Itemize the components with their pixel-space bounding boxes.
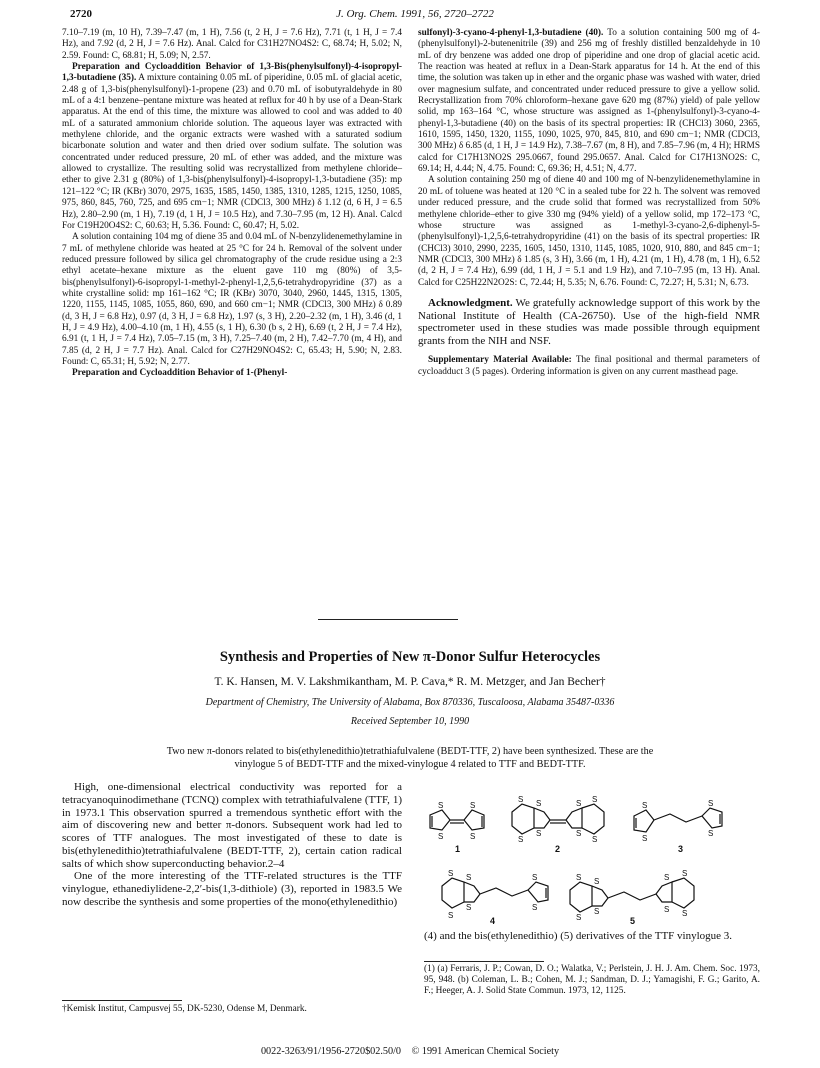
- experimental-paragraph: [418, 28, 760, 175]
- right-column: [418, 28, 760, 378]
- acknowledgment-text: We gratefully acknowledge support of this work by the National Institute of Health (CA-26750). Use of the high-field NMR spectrometer used in these studies was made possible through equipment grants from the NIH and NSF.: [418, 296, 760, 347]
- sulfur-atom-label: S: [576, 829, 582, 838]
- sulfur-atom-label: S: [594, 907, 600, 916]
- sulfur-atom-label: S: [470, 801, 476, 810]
- author-affiliation: Department of Chemistry, The University of Alabama, Box 870336, Tuscaloosa, Alabama 35487-0336: [205, 697, 615, 708]
- acknowledgment-heading: Acknowledgment.: [428, 296, 513, 309]
- sulfur-atom-label: S: [518, 835, 524, 844]
- abstract: Two new π-donors related to bis(ethylenedithio)tetrathiafulvalene (BEDT-TTF, 2) have been synthesized. These are the vinylogue 5 of BEDT-TTF and the mixed-vinylogue 4 related to TTF and BEDT-TTF.: [166, 746, 654, 770]
- section-heading: Preparation and Cycloaddition Behavior of 1,3-Bis(phenylsulfonyl)-4-isopropyl-1,3-butadiene (35).: [62, 62, 402, 84]
- footnote-rule: [62, 1000, 182, 1001]
- compound-label: 3: [678, 844, 684, 854]
- sulfur-atom-label: S: [708, 799, 714, 808]
- sulfur-atom-label: S: [532, 903, 538, 912]
- reference-item: (1) (a) Ferraris, J. P.; Cowan, D. O.; Walatka, V.; Perlstein, J. H. J. Am. Chem. Soc. 1973, 95, 948. (b) Coleman, L. B.; Cohen, M. J.; Sandman, D. J.; Yamagishi, F. G.; Garito, A. F.; Heeger, A. J. Solid State Commun. 1973, 12, 1125.: [424, 964, 760, 996]
- page-footer: [0, 1046, 820, 1057]
- sulfur-atom-label: S: [536, 829, 542, 838]
- chemical-structures-figure: [420, 790, 760, 930]
- article-title: Synthesis and Properties of New π-Donor Sulfur Heterocycles: [219, 649, 601, 665]
- sulfur-atom-label: S: [448, 911, 454, 920]
- sulfur-atom-label: S: [518, 795, 524, 804]
- left-column: [62, 28, 402, 380]
- compound-5-structure: [570, 878, 694, 912]
- compound-label: 5: [630, 916, 636, 926]
- sulfur-atom-label: S: [438, 832, 444, 841]
- article-authors: T. K. Hansen, M. V. Lakshmikantham, M. P. Cava,* R. M. Metzger, and Jan Becher†: [214, 676, 606, 688]
- journal-citation: J. Org. Chem. 1991, 56, 2720–2722: [336, 8, 494, 20]
- compound-label: 2: [555, 844, 561, 854]
- compound-label: 4: [490, 916, 496, 926]
- sulfur-atom-label: S: [642, 834, 648, 843]
- compound-1-structure: [430, 810, 484, 830]
- supplementary-heading: Supplementary Material Available:: [428, 355, 572, 366]
- compound-label: 1: [455, 844, 461, 854]
- copyright: © 1991 American Chemical Society: [411, 1046, 560, 1057]
- sulfur-atom-label: S: [592, 835, 598, 844]
- experimental-paragraph: A solution containing 250 mg of diene 40 and 100 mg of N-benzylidenemethylamine in 20 mL of toluene was heated at 120 °C in a sealed tube for 22 h. The solvent was removed under reduced pressure, and the crude solid that formed was recrystallized from 50% methylene chloride–ether to give 330 mg (94% yield) of a yellow solid, mp 172–173 °C, whose structure was assigned as 1-methyl-3-cyano-2,6-diphenyl-5-(phenylsulfonyl)-1,2,5,6-tetrahydropyridine (41) on the basis of its spectral properties: IR (CHCl3) 3010, 2990, 2235, 1605, 1450, 1310, 1145, 1085, 1020, 910, 880, and 845 cm−1; NMR (CDCl3, 300 MHz) δ 1.85 (s, 3 H), 3.66 (m, 1 H), 4.21 (m, 1 H), 4.78 (m, 1 H), 6.52 (d, 2 H, J = 7.4 Hz), 6.99 (dd, 1 H, J = 5.1 and 1.9 Hz), and 7.10–7.95 (m, 13 H). Anal. Calcd for C25H22N2O2S: C, 72.44; H, 5.35; N, 6.76. Found: C, 72.27; H, 5.31; N, 6.73.: [418, 175, 760, 288]
- figure-caption: (4) and the bis(ethylenedithio) (5) derivatives of the TTF vinylogue 3.: [424, 930, 733, 942]
- references: [424, 964, 760, 997]
- sulfur-atom-label: S: [576, 799, 582, 808]
- article-divider: [318, 619, 458, 620]
- page-number: 2720: [70, 8, 92, 20]
- section-heading: sulfonyl)-3-cyano-4-phenyl-1,3-butadiene (40).: [418, 28, 604, 38]
- sulfur-atom-label: S: [438, 801, 444, 810]
- sulfur-atom-label: S: [466, 903, 472, 912]
- article-code: 0022-3263/91/1956-2720$02.50/0: [260, 1046, 402, 1057]
- paragraph-text: To a solution containing 500 mg of 4-(phenylsulfonyl)-2-butenenitrile (39) and 256 mg of freshly distilled benzaldehyde in 10 mL of dry benzene was added one drop of piperidine and one drop of glacial acetic acid. The reaction was heated at reflux in a Dean-Stark apparatus for 14 h. At the end of this time, the solution was taken up in ether and the organic phase was washed with water, dried over magnesium sulfate, and concentrated under reduced pressure to give a yellow solid. Recrystallization from 70% chloroform–hexane gave 620 mg (87%) yield) of pale yellow solid, mp 163–164 °C, whose structure was assigned as 1-(phenylsulfonyl)-3-cyano-4-phenyl-1,3-butadiene (40) on the basis of its spectral properties: IR (CHCl3) 3060, 2365, 1610, 1595, 1450, 1320, 1155, 1090, 1025, 970, 845, 810, and 690 cm−1; NMR (CDCl3, 300 MHz) δ 6.85 (d, 1 H, J = 14.9 Hz), 7.38–7.67 (m, 8 H), and 7.85–7.96 (m, 4 H); HRMS calcd for C17H13NO2S 295.0667, found 295.0657. Anal. Calcd for C17H13NO2S: C, 69.14; H, 4.44; N, 4.75. Found: C, 69.36; H, 4.51; N, 4.77.: [418, 28, 760, 175]
- compound-2-structure: [512, 804, 604, 834]
- author-footnote: †Kemisk Institut, Campusvej 55, DK-5230, Odense M, Denmark.: [62, 1004, 307, 1014]
- sulfur-atom-label: S: [466, 873, 472, 882]
- references-rule: [424, 961, 544, 962]
- sulfur-atom-label: S: [594, 877, 600, 886]
- sulfur-atom-label: S: [642, 801, 648, 810]
- sulfur-atom-label: S: [532, 873, 538, 882]
- supplementary-text: The final positional and thermal parameters of cycloadduct 3 (5 pages). Ordering information is given on any current masthead page.: [418, 355, 760, 377]
- page-header: [70, 8, 760, 22]
- acknowledgment: [418, 297, 760, 347]
- sulfur-atom-label: S: [592, 795, 598, 804]
- experimental-paragraph: [62, 62, 402, 232]
- experimental-paragraph: A solution containing 104 mg of diene 35 and 0.04 mL of N-benzylidenemethylamine in 7 mL of methylene chloride was heated at 25 °C for 24 h. Removal of the solvent under reduced pressure followed by silica gel chromatography of the crude residue using a 2:3 ethyl acetate–hexane mixture as the eluent gave 110 mg (80%) of 3,5-bis(phenylsulfonyl)-6-isopropyl-1-methyl-2-phenyl-1,2,5,6-tetrahydropyridine (37) as a white crystalline solid: mp 161–162 °C; IR (KBr) 3070, 3040, 2960, 1445, 1315, 1305, 1220, 1155, 1145, 1085, 1055, 860, 690, and 660 cm−1; NMR (CDCl3, 300 MHz) δ 0.89 (d, 3 H, J = 6.8 Hz), 0.97 (d, 3 H, J = 6.8 Hz), 1.97 (s, 3 H), 2.20–2.32 (m, 1 H), 3.46 (d, 1 H, J = 4.9 Hz), 4.00–4.10 (m, 1 H), 4.55 (s, 1 H), 6.30 (b s, 2 H), 6.69 (t, 2 H, J = 7.4 Hz), 6.91 (t, 1 H, J = 7.4 Hz), 7.05–7.15 (m, 3 H), 7.25–7.40 (m, 2 H), 7.42–7.70 (m, 4 H), and 7.85 (d, 2 H, J = 7.7 Hz). Anal. Calcd for C27H29NO4S2: C, 65.43; H, 5.90; N, 2.83. Found: C, 65.31; H, 5.92; N, 2.77.: [62, 232, 402, 367]
- experimental-paragraph: 7.10–7.19 (m, 10 H), 7.39–7.47 (m, 1 H), 7.56 (t, 2 H, J = 7.6 Hz), 7.71 (t, 1 H, J = 7.4 Hz), and 7.92 (d, 2 H, J = 7.6 Hz). Anal. Calcd for C31H27NO4S2: C, 68.74; H, 5.02; N, 2.59. Found: C, 68.81; H, 5.09; N, 2.57.: [62, 28, 402, 61]
- intro-paragraph: One of the more interesting of the TTF-related structures is the TTF vinylogue, ethanediylidene-2,2′-bis(1,3-dithiole) (3), reported in 1983.5 We now describe the synthesis and some properties of the mono(ethylenedithio): [62, 870, 402, 908]
- sulfur-atom-label: S: [536, 799, 542, 808]
- sulfur-atom-label: S: [576, 913, 582, 922]
- intro-paragraph: High, one-dimensional electrical conductivity was reported for a tetracyanoquinodimethane (TCNQ) complex with tetrathiafulvalene (TTF, 1) in 1973.1 This observation spurred a tremendous synthetic effort with the aim of discovering new and better π-donors. Subsequent work had led to scores of TTF analogues. The most investigated of these to date is bis(ethylenedithio)tetrathiafulvalene (BEDT-TTF, 2), certain cation radical salts of which show superconducting behavior.2–4: [62, 781, 402, 870]
- sulfur-atom-label: S: [470, 832, 476, 841]
- sulfur-atom-label: S: [664, 873, 670, 882]
- sulfur-atom-label: S: [448, 869, 454, 878]
- sulfur-labels: [438, 795, 713, 922]
- introduction: [62, 781, 402, 909]
- paragraph-text: A mixture containing 0.05 mL of piperidine, 0.05 mL of glacial acetic, 2.48 g of 1,3-bis(phenylsulfonyl)-1-propene (23) and 0.70 mL of isobutyraldehyde in 80 mL of a 4:1 benzene–pentane mixture was heated at reflux for 40 h by use of a Dean-Stark apparatus. At the end of this time, the mixture was allowed to cool and was added to 40 mL of a saturated ammonium chloride solution. The aqueous layer was extracted with methylene chloride, and the organic extracts were washed with a saturated sodium bicarbonate solution and water and then dried over sodium sulfate. The solution was concentrated under reduced pressure, 20 mL of ether was added, and the mixture was allowed to crystallize. The resulting solid was recrystallized from methylene chloride–ether to give 2.31 g (80%) of 1,3-bis(phenylsulfonyl)-4-isopropyl-1,3-butadiene (35): mp 121–122 °C; IR (KBr) 3070, 2975, 1635, 1585, 1450, 1385, 1310, 1285, 1215, 1250, 1085, 975, 860, 845, 760, 725, and 695 cm−1; NMR (CDCl3, 300 MHz) δ 1.12 (d, 6 H, J = 6.5 Hz), 2.80–2.90 (m, 1 H), 7.19 (d, 1 H, J = 10.5 Hz), and 7.30–7.95 (m, 12 H). Anal. Calcd For C19H20O4S2: C, 60.63; H, 5.36. Found: C, 60.47; H, 5.02.: [62, 73, 403, 231]
- received-date: Received September 10, 1990: [350, 716, 470, 727]
- sulfur-atom-label: S: [682, 869, 688, 878]
- sulfur-atom-label: S: [664, 905, 670, 914]
- sulfur-atom-label: S: [576, 873, 582, 882]
- supplementary-material: [418, 355, 760, 378]
- section-heading: Preparation and Cycloaddition Behavior of 1-(Phenyl-: [72, 368, 288, 379]
- sulfur-atom-label: S: [708, 829, 714, 838]
- structures-svg: [420, 790, 760, 930]
- sulfur-atom-label: S: [682, 909, 688, 918]
